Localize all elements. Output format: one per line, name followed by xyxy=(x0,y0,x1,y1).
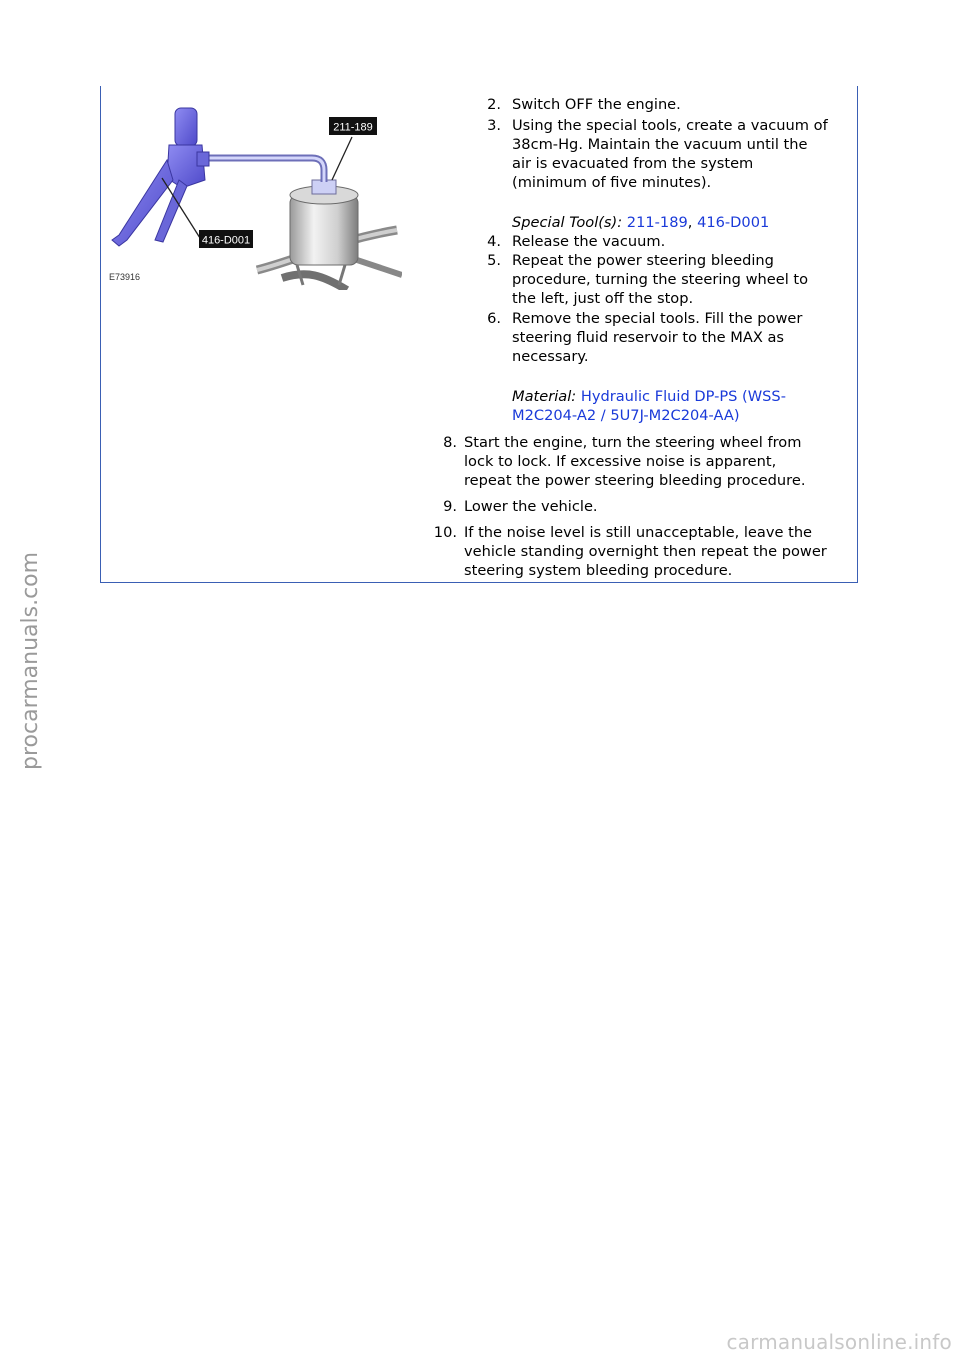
step-text: lock to lock. If excessive noise is apparent, xyxy=(464,453,777,470)
substep-number: 6. xyxy=(487,310,501,327)
substep-number: 2. xyxy=(487,96,501,113)
substep-text: Remove the special tools. Fill the power xyxy=(512,310,803,327)
special-tools-line xyxy=(512,213,769,232)
special-tools-label: Special Tool(s): xyxy=(512,214,623,231)
side-watermark-text: procarmanuals.com xyxy=(18,551,43,770)
step-text: repeat the power steering bleeding procedure. xyxy=(464,472,806,489)
substep-text: Using the special tools, create a vacuum of xyxy=(512,117,828,134)
substep-text: Release the vacuum. xyxy=(512,233,666,250)
step-text: If the noise level is still unacceptable, leave the xyxy=(464,524,813,541)
tool-link-211-189[interactable]: 211-189 xyxy=(626,214,688,231)
vacuum-tool-illustration xyxy=(107,100,402,290)
step-number: 10. xyxy=(433,524,457,541)
substep-text: the left, just off the stop. xyxy=(512,290,694,307)
material-line xyxy=(512,387,786,406)
step-text: Start the engine, turn the steering wheel from xyxy=(464,434,802,451)
substep-number: 5. xyxy=(487,252,501,269)
substep-text: necessary. xyxy=(512,348,589,365)
callout-label-211-189: 211-189 xyxy=(333,121,373,134)
step-number: 9. xyxy=(443,498,457,515)
step-text: steering system bleeding procedure. xyxy=(464,562,733,579)
callout-label-416-D001: 416-D001 xyxy=(201,234,251,247)
substep-text: (minimum of five minutes). xyxy=(512,174,712,191)
material-link-continued[interactable]: M2C204-A2 / 5U7J-M2C204-AA) xyxy=(512,407,740,424)
step-text: vehicle standing overnight then repeat the power xyxy=(464,543,827,560)
tool-link-416-D001[interactable]: 416-D001 xyxy=(697,214,770,231)
substep-text: Repeat the power steering bleeding xyxy=(512,252,774,269)
material-label: Material: xyxy=(512,388,577,405)
substep-number: 4. xyxy=(487,233,501,250)
figure-code: E73916 xyxy=(109,272,141,282)
substep-text: Switch OFF the engine. xyxy=(512,96,681,113)
step-number: 8. xyxy=(443,434,457,451)
step-text: Lower the vehicle. xyxy=(464,498,598,515)
tool-separator: , xyxy=(687,214,693,231)
substep-text: steering fluid reservoir to the MAX as xyxy=(512,329,785,346)
substep-number: 3. xyxy=(487,117,501,134)
substep-text: air is evacuated from the system xyxy=(512,155,754,172)
material-link[interactable]: Hydraulic Fluid DP-PS (WSS- xyxy=(580,388,786,405)
substep-text: 38cm-Hg. Maintain the vacuum until the xyxy=(512,136,808,153)
footer-watermark: carmanualsonline.info xyxy=(726,1330,952,1354)
substep-text: procedure, turning the steering wheel to xyxy=(512,271,809,288)
